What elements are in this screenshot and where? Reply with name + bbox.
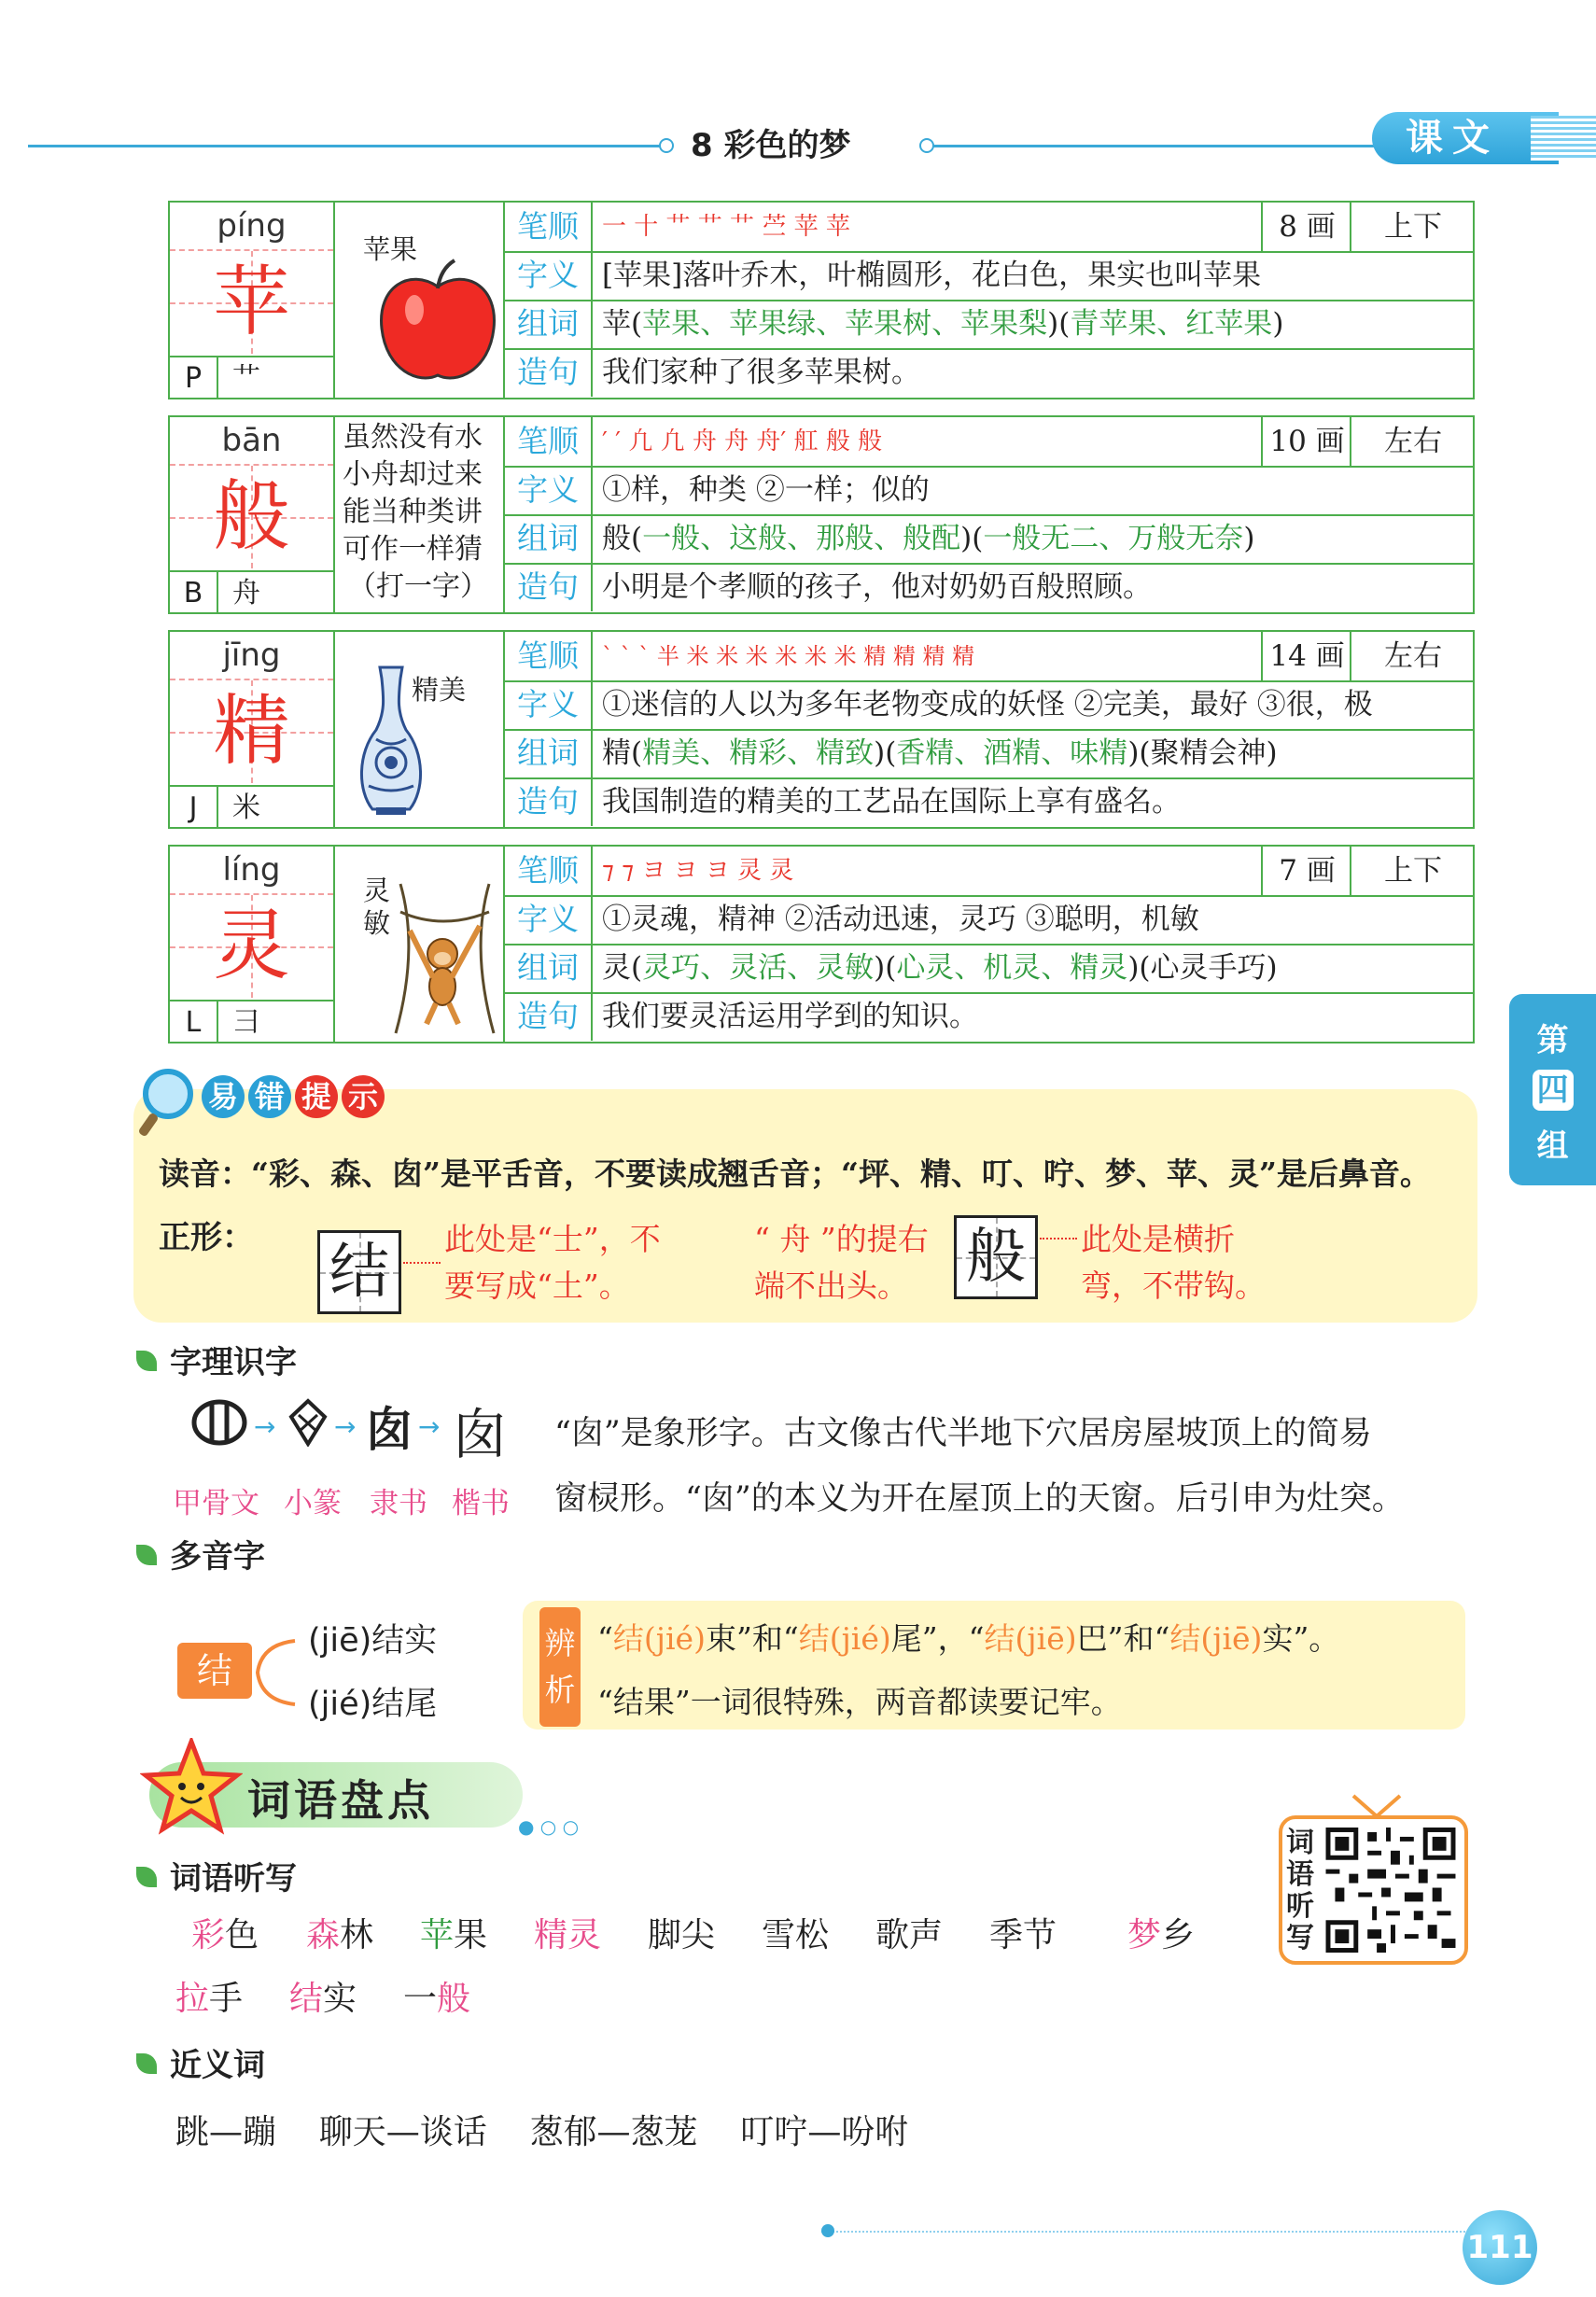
radical: 艹 xyxy=(232,362,260,395)
analysis-part: 尾”，“ xyxy=(890,1620,985,1657)
section-marker xyxy=(136,1351,157,1371)
radical-letter: J xyxy=(170,787,218,829)
riddle-line: 虽然没有水 xyxy=(343,421,483,454)
dictation-word xyxy=(289,1972,357,2020)
form-char: 般 xyxy=(966,1223,1026,1292)
form-char-box xyxy=(954,1215,1038,1299)
meaning: ①样，种类 ②一样；似的 xyxy=(602,473,930,507)
image-label: 敏 xyxy=(363,907,391,939)
lesson-title: 8 彩色的梦 xyxy=(691,127,851,164)
label-bishun: 笔顺 xyxy=(505,203,593,251)
analysis-line-2: “结果”一词很特殊，两音都读要记牢。 xyxy=(597,1684,1122,1720)
dictation-word xyxy=(306,1909,373,1956)
star-icon xyxy=(140,1738,243,1836)
structure: 上下 xyxy=(1350,847,1475,895)
riddle xyxy=(343,419,501,606)
arrow-icon: → xyxy=(418,1411,441,1442)
form-note: 要写成“土”。 xyxy=(444,1268,630,1304)
pinyin: jīng xyxy=(170,632,333,680)
big-character: 般 xyxy=(213,472,290,561)
clerical-script-glyph: 囱 xyxy=(366,1402,413,1457)
sentence: 我们要灵活运用学到的知识。 xyxy=(602,1000,978,1033)
tip-badge: 易 xyxy=(202,1075,245,1118)
row-zuci xyxy=(505,514,1473,565)
zuci-part: )( xyxy=(874,736,897,770)
section-marker xyxy=(136,1545,157,1565)
dictation-word xyxy=(175,1972,243,2020)
big-character: 精 xyxy=(213,687,290,776)
radical: 舟 xyxy=(232,577,260,609)
section-tag-stripes xyxy=(1531,116,1596,161)
label-ziyi: 字义 xyxy=(505,466,593,514)
word-char: 森 xyxy=(306,1916,341,1954)
zuci-words-2: 心灵、机灵、精灵 xyxy=(896,951,1128,985)
stroke-order: 一 十 艹 艹 艹 苎 苹 苹 xyxy=(602,213,850,241)
char-card-jing xyxy=(168,630,1475,829)
stroke-order: ′ ′ 凢 凢 舟 舟 舟′ 舡 般 般 xyxy=(602,427,883,455)
radical-row xyxy=(170,356,333,399)
tip-badge: 示 xyxy=(342,1075,385,1118)
word-combos xyxy=(602,514,1254,563)
sentence: 小明是个孝顺的孩子，他对奶奶百般照顾。 xyxy=(602,570,1152,604)
side-tab-text: 第 xyxy=(1536,1022,1569,1059)
row-zaoju xyxy=(505,992,1473,1041)
word-char: 般 xyxy=(437,1980,471,2018)
zuci-part: )( xyxy=(960,522,984,555)
riddle-line: 可作一样猜 xyxy=(343,533,483,566)
polyphone-char: 结 xyxy=(177,1643,252,1699)
reading-1: (jiē)结实 xyxy=(308,1622,438,1660)
label-zaoju: 造句 xyxy=(505,777,593,826)
illustration-cell xyxy=(335,203,505,398)
analysis-line-1 xyxy=(597,1615,1339,1659)
zuci-part: )(心灵手巧) xyxy=(1127,951,1278,985)
riddle-line: （打一字） xyxy=(348,570,488,603)
meaning: ①灵魂，精神 ②活动迅速，灵巧 ③聪明，机敏 xyxy=(602,903,1199,936)
script-label: 楷书 xyxy=(452,1487,510,1520)
footer-rule xyxy=(821,2231,1465,2233)
reading-2: (jié)结尾 xyxy=(308,1686,438,1723)
zuci-words-1: 灵巧、灵活、灵敏 xyxy=(642,951,875,985)
word-char: 乡 xyxy=(1161,1916,1196,1954)
oracle-bone-glyph xyxy=(191,1398,247,1447)
script-evolution xyxy=(187,1391,523,1466)
word-char: 手 xyxy=(209,1980,244,2018)
row-zaoju xyxy=(505,777,1473,826)
synonym-pairs: 跳—蹦 聊天—谈话 葱郁—葱茏 叮咛—吩咐 xyxy=(175,2113,909,2151)
row-ziyi xyxy=(505,895,1473,945)
radical: 彐 xyxy=(232,1006,260,1039)
info-rows xyxy=(505,417,1473,612)
illustration-cell xyxy=(335,632,505,827)
section-heading-zili: 字理识字 xyxy=(170,1344,297,1381)
label-zuci: 组词 xyxy=(505,729,593,777)
structure: 左右 xyxy=(1350,417,1475,466)
label-ziyi: 字义 xyxy=(505,895,593,944)
zuci-words-1: 苹果、苹果绿、苹果树、苹果梨 xyxy=(642,307,1048,341)
analysis-part: 实”。 xyxy=(1262,1620,1340,1657)
radical: 米 xyxy=(232,791,260,824)
zuci-part: ) xyxy=(1272,307,1284,341)
label-zaoju: 造句 xyxy=(505,563,593,611)
word-char: 梦 xyxy=(1127,1916,1162,1954)
big-character: 灵 xyxy=(213,902,290,990)
note-leader xyxy=(403,1262,441,1264)
radical-row xyxy=(170,1000,333,1043)
stroke-count: 14 画 xyxy=(1261,632,1351,680)
header-dot-left xyxy=(659,138,674,153)
char-card-ban xyxy=(168,415,1475,614)
section-heading-jinyi: 近义词 xyxy=(170,2047,265,2084)
info-rows xyxy=(505,632,1473,827)
script-label: 甲骨文 xyxy=(173,1487,259,1520)
word-char: 一 xyxy=(403,1980,438,2018)
pinyin: líng xyxy=(170,847,333,895)
dictation-word xyxy=(1127,1909,1195,1956)
row-ziyi xyxy=(505,466,1473,516)
word-char: 彩 xyxy=(191,1916,226,1954)
word-combos xyxy=(602,944,1278,992)
arrow-icon: → xyxy=(254,1411,276,1442)
word-char: 实 xyxy=(323,1980,357,2018)
word-char: 林 xyxy=(340,1916,374,1954)
label-zuci: 组词 xyxy=(505,300,593,348)
char-card-ling xyxy=(168,845,1475,1043)
riddle-line: 小舟却过来 xyxy=(343,458,483,491)
image-label: 苹果 xyxy=(363,233,418,265)
pinyin: píng xyxy=(170,203,333,251)
form-note: “ 舟 ”的提右 xyxy=(754,1221,929,1257)
zuci-words-2: 青苹果、红苹果 xyxy=(1070,307,1273,341)
note-leader xyxy=(1040,1238,1077,1240)
seal-script-glyph xyxy=(287,1398,329,1447)
banner-dots: ● ○ ○ xyxy=(518,1815,580,1838)
riddle-line: 能当种类讲 xyxy=(343,496,483,528)
label-zaoju: 造句 xyxy=(505,992,593,1041)
word-char: 色 xyxy=(225,1916,259,1954)
unit-side-tab xyxy=(1509,994,1596,1185)
char-grid xyxy=(170,632,335,827)
vase-image xyxy=(354,660,428,823)
pandian-title: 词语盘点 xyxy=(247,1775,434,1826)
word-char: 结 xyxy=(289,1980,324,2018)
pronunciation-tip: 读音：“彩、森、囱”是平舌音，不要读成翘舌音；“坪、精、叮、咛、梦、苹、灵”是后鼻音。 xyxy=(159,1156,1431,1192)
zuci-part: )(聚精会神) xyxy=(1127,736,1278,770)
radical-letter: P xyxy=(170,357,218,399)
tip-badge: 错 xyxy=(248,1075,291,1118)
zuci-words-1: 一般、这般、那般、般配 xyxy=(642,522,961,555)
radical-row xyxy=(170,570,333,614)
row-ziyi xyxy=(505,251,1473,301)
structure: 左右 xyxy=(1350,632,1475,680)
analysis-part: 结(jiē) xyxy=(1169,1620,1263,1657)
analysis-tag: 辨析 xyxy=(539,1607,581,1727)
side-tab-text: 四 xyxy=(1533,1070,1574,1111)
section-heading-tingxie: 词语听写 xyxy=(170,1860,297,1898)
meaning: [苹果]落叶乔木，叶椭圆形，花白色，果实也叫苹果 xyxy=(602,259,1262,292)
footer-dot xyxy=(821,2224,834,2237)
zili-explanation: 窗棂形。“囱”的本义为开在屋顶上的天窗。后引申为灶突。 xyxy=(554,1480,1405,1518)
analysis-part: 结(jié) xyxy=(612,1620,706,1657)
dictation-word: 雪松 xyxy=(762,1916,830,1954)
stroke-count: 8 画 xyxy=(1261,203,1351,251)
section-tag: 课文 xyxy=(1372,112,1559,164)
label-ziyi: 字义 xyxy=(505,680,593,729)
apple-image xyxy=(372,259,503,389)
label-zaoju: 造句 xyxy=(505,348,593,397)
script-label: 小篆 xyxy=(284,1487,342,1520)
analysis-part: 束”和“ xyxy=(705,1620,799,1657)
info-rows xyxy=(505,203,1473,398)
label-ziyi: 字义 xyxy=(505,251,593,300)
word-char: 苹 xyxy=(420,1916,455,1954)
label-bishun: 笔顺 xyxy=(505,632,593,680)
row-zaoju xyxy=(505,348,1473,397)
word-char: 拉 xyxy=(175,1980,210,2018)
char-grid xyxy=(170,203,335,398)
row-zuci xyxy=(505,729,1473,779)
form-note: 此处是“士”，不 xyxy=(444,1221,661,1257)
big-character: 苹 xyxy=(213,258,290,346)
arrow-icon: → xyxy=(334,1411,357,1442)
pinyin: bān xyxy=(170,417,333,466)
riddle-cell xyxy=(335,417,505,612)
dictation-word xyxy=(534,1909,601,1956)
zuci-part: 般( xyxy=(602,522,643,555)
zuci-words-1: 精美、精彩、精致 xyxy=(642,736,875,770)
dictation-word: 季节 xyxy=(989,1916,1057,1954)
form-note: 此处是横折 xyxy=(1081,1221,1235,1257)
row-bishun xyxy=(505,632,1473,682)
script-label: 隶书 xyxy=(370,1487,427,1520)
header-dot-right xyxy=(919,138,934,153)
sentence: 我们家种了很多苹果树。 xyxy=(602,356,920,389)
row-bishun xyxy=(505,417,1473,468)
structure: 上下 xyxy=(1350,203,1475,251)
dictation-word: 脚尖 xyxy=(648,1916,716,1954)
row-bishun xyxy=(505,203,1473,253)
meaning: ①迷信的人以为多年老物变成的妖怪 ②完美，最好 ③很，极 xyxy=(602,688,1373,721)
zuci-part: ) xyxy=(1243,522,1255,555)
form-char: 结 xyxy=(329,1238,389,1307)
analysis-part: 巴”和“ xyxy=(1076,1620,1170,1657)
char-grid xyxy=(170,417,335,612)
word-char: 果 xyxy=(454,1916,488,1954)
info-rows xyxy=(505,847,1473,1042)
form-note: 弯，不带钩。 xyxy=(1081,1268,1266,1304)
zili-explanation: “囱”是象形字。古文像古代半地下穴居房屋坡顶上的简易 xyxy=(554,1415,1372,1452)
tip-badge: 提 xyxy=(295,1075,338,1118)
analysis-part: “ xyxy=(597,1620,613,1657)
section-marker xyxy=(136,2053,157,2074)
zuci-part: )( xyxy=(874,951,897,985)
zuci-part: )( xyxy=(1047,307,1071,341)
dictation-word xyxy=(403,1972,470,2020)
row-bishun xyxy=(505,847,1473,897)
header-rule-right xyxy=(933,145,1381,147)
radical-letter: L xyxy=(170,1001,218,1043)
dictation-word xyxy=(420,1909,487,1956)
zuci-part: 精( xyxy=(602,736,643,770)
radical-letter: B xyxy=(170,572,218,614)
bracket-icon xyxy=(250,1635,297,1710)
form-char-box xyxy=(317,1230,401,1314)
row-zuci xyxy=(505,300,1473,350)
label-zuci: 组词 xyxy=(505,944,593,992)
side-tab-text: 组 xyxy=(1536,1127,1569,1165)
word-combos xyxy=(602,300,1283,348)
stroke-order: ` ` ` 半 米 米 米 米 米 米 精 精 精 精 xyxy=(602,643,975,669)
qr-label: 词语听写 xyxy=(1286,1827,1314,1954)
analysis-part: 结(jié) xyxy=(798,1620,891,1657)
zuci-words-2: 一般无二、万般无奈 xyxy=(983,522,1244,555)
row-ziyi xyxy=(505,680,1473,731)
monkey-image xyxy=(391,875,498,1038)
magnifier-icon xyxy=(131,1064,205,1139)
image-label: 精美 xyxy=(412,674,467,706)
zuci-words-2: 香精、酒精、味精 xyxy=(896,736,1128,770)
regular-script-glyph: 囱 xyxy=(453,1403,508,1466)
header-rule-left xyxy=(28,145,667,147)
label-bishun: 笔顺 xyxy=(505,417,593,466)
stroke-count: 7 画 xyxy=(1261,847,1351,895)
image-label: 灵 xyxy=(363,875,391,906)
form-note: 端不出头。 xyxy=(754,1268,908,1304)
zuci-part: 苹( xyxy=(602,307,643,341)
page-number: 111 xyxy=(1463,2210,1537,2285)
label-bishun: 笔顺 xyxy=(505,847,593,895)
section-heading-duoyin: 多音字 xyxy=(170,1538,265,1576)
analysis-part: 结(jiē) xyxy=(984,1620,1077,1657)
row-zaoju xyxy=(505,563,1473,611)
radical-row xyxy=(170,785,333,829)
label-zuci: 组词 xyxy=(505,514,593,563)
illustration-cell xyxy=(335,847,505,1042)
stroke-order: ⁊ ⁊ ヨ ヨ ヨ 灵 灵 xyxy=(602,857,794,885)
qr-code-icon[interactable] xyxy=(1325,1828,1456,1953)
dictation-word xyxy=(191,1909,259,1956)
stroke-count: 10 画 xyxy=(1261,417,1351,466)
row-zuci xyxy=(505,944,1473,994)
char-grid xyxy=(170,847,335,1042)
form-tip-label: 正形： xyxy=(159,1219,254,1256)
char-card-ping xyxy=(168,201,1475,399)
word-char: 灵 xyxy=(567,1916,602,1954)
word-char: 精 xyxy=(534,1916,568,1954)
dictation-word: 歌声 xyxy=(875,1916,944,1954)
sentence: 我国制造的精美的工艺品在国际上享有盛名。 xyxy=(602,785,1181,819)
section-marker xyxy=(136,1867,157,1887)
word-combos xyxy=(602,729,1278,777)
zuci-part: 灵( xyxy=(602,951,643,985)
